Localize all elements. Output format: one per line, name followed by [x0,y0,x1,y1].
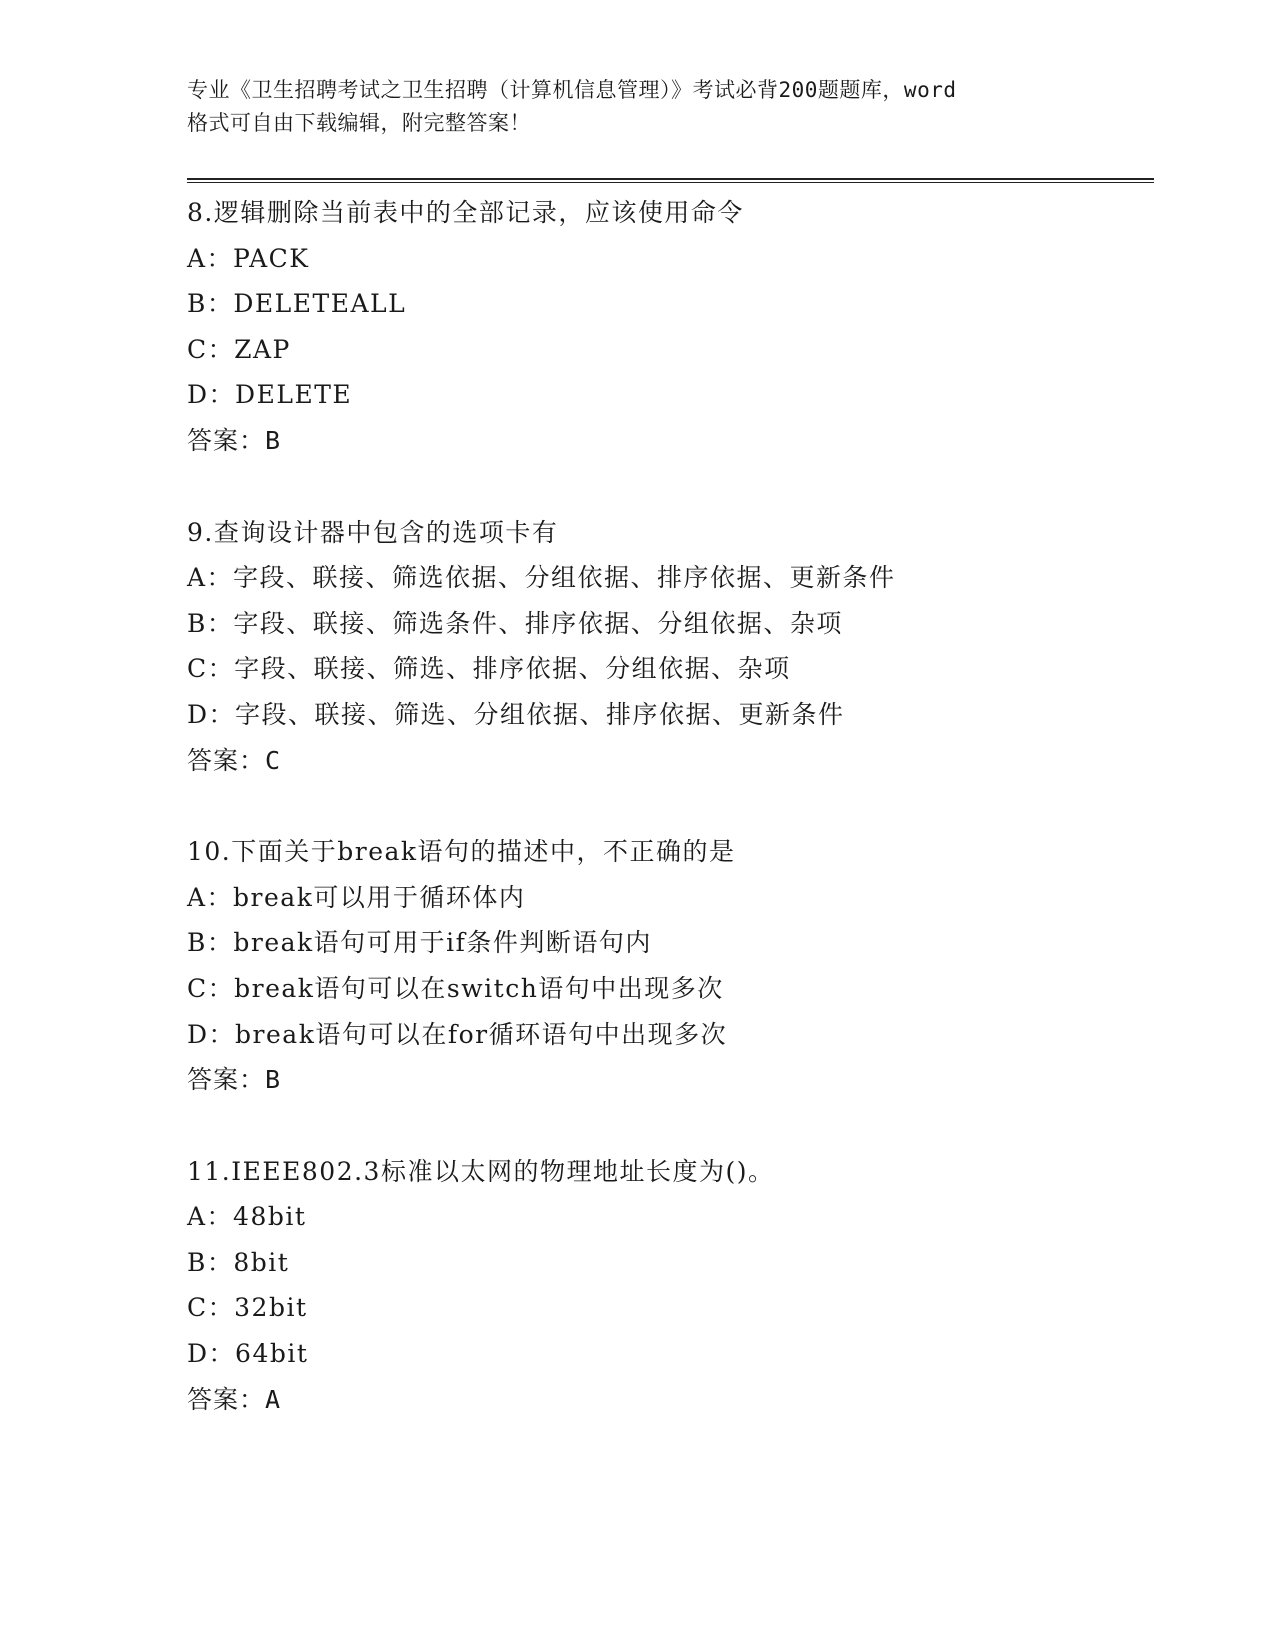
question-list [187,190,1147,1422]
answer-value: A [265,1384,282,1414]
option-d: D：DELETE [187,380,353,410]
option-d: D：64bit [187,1339,309,1369]
question-stem: 9.查询设计器中包含的选项卡有 [187,517,559,547]
answer-value: B [265,425,282,455]
question-8 [187,190,1147,464]
answer-label: 答案： [187,1065,266,1095]
option-a: A：PACK [187,243,310,273]
option-b: B：字段、联接、筛选条件、排序依据、分组依据、杂项 [187,608,843,638]
option-c: C：break语句可以在switch语句中出现多次 [187,973,724,1003]
header-line-2: 格式可自由下载编辑，附完整答案！ [187,111,531,135]
answer-line [187,1057,1147,1103]
answer-label: 答案： [187,745,266,775]
option-b: B：break语句可用于if条件判断语句内 [187,928,652,958]
option-a: A：48bit [187,1202,307,1232]
question-stem: 10.下面关于break语句的描述中，不正确的是 [187,837,736,867]
option-b: B：8bit [187,1247,290,1277]
answer-label: 答案： [187,425,266,455]
question-9 [187,510,1147,784]
answer-line [187,1377,1147,1423]
question-11 [187,1149,1147,1423]
option-d: D：字段、联接、筛选、分组依据、排序依据、更新条件 [187,699,845,729]
answer-value: B [265,1065,282,1095]
option-c: C：32bit [187,1293,308,1323]
option-d: D：break语句可以在for循环语句中出现多次 [187,1019,728,1049]
option-c: C：ZAP [187,334,291,364]
question-stem: 11.IEEE802.3标准以太网的物理地址长度为()。 [187,1156,775,1186]
answer-line [187,738,1147,784]
header-divider [187,178,1154,183]
document-header [187,74,1087,140]
option-c: C：字段、联接、筛选、排序依据、分组依据、杂项 [187,654,791,684]
question-10 [187,829,1147,1103]
answer-label: 答案： [187,1384,266,1414]
header-line-1: 专业《卫生招聘考试之卫生招聘（计算机信息管理）》考试必背200题题库，word [187,78,957,102]
option-b: B：DELETEALL [187,289,407,319]
answer-line [187,418,1147,464]
question-stem: 8.逻辑删除当前表中的全部记录，应该使用命令 [187,198,744,227]
option-a: A：字段、联接、筛选依据、分组依据、排序依据、更新条件 [187,563,896,593]
answer-value: C [265,745,282,775]
option-a: A：break可以用于循环体内 [187,882,526,912]
